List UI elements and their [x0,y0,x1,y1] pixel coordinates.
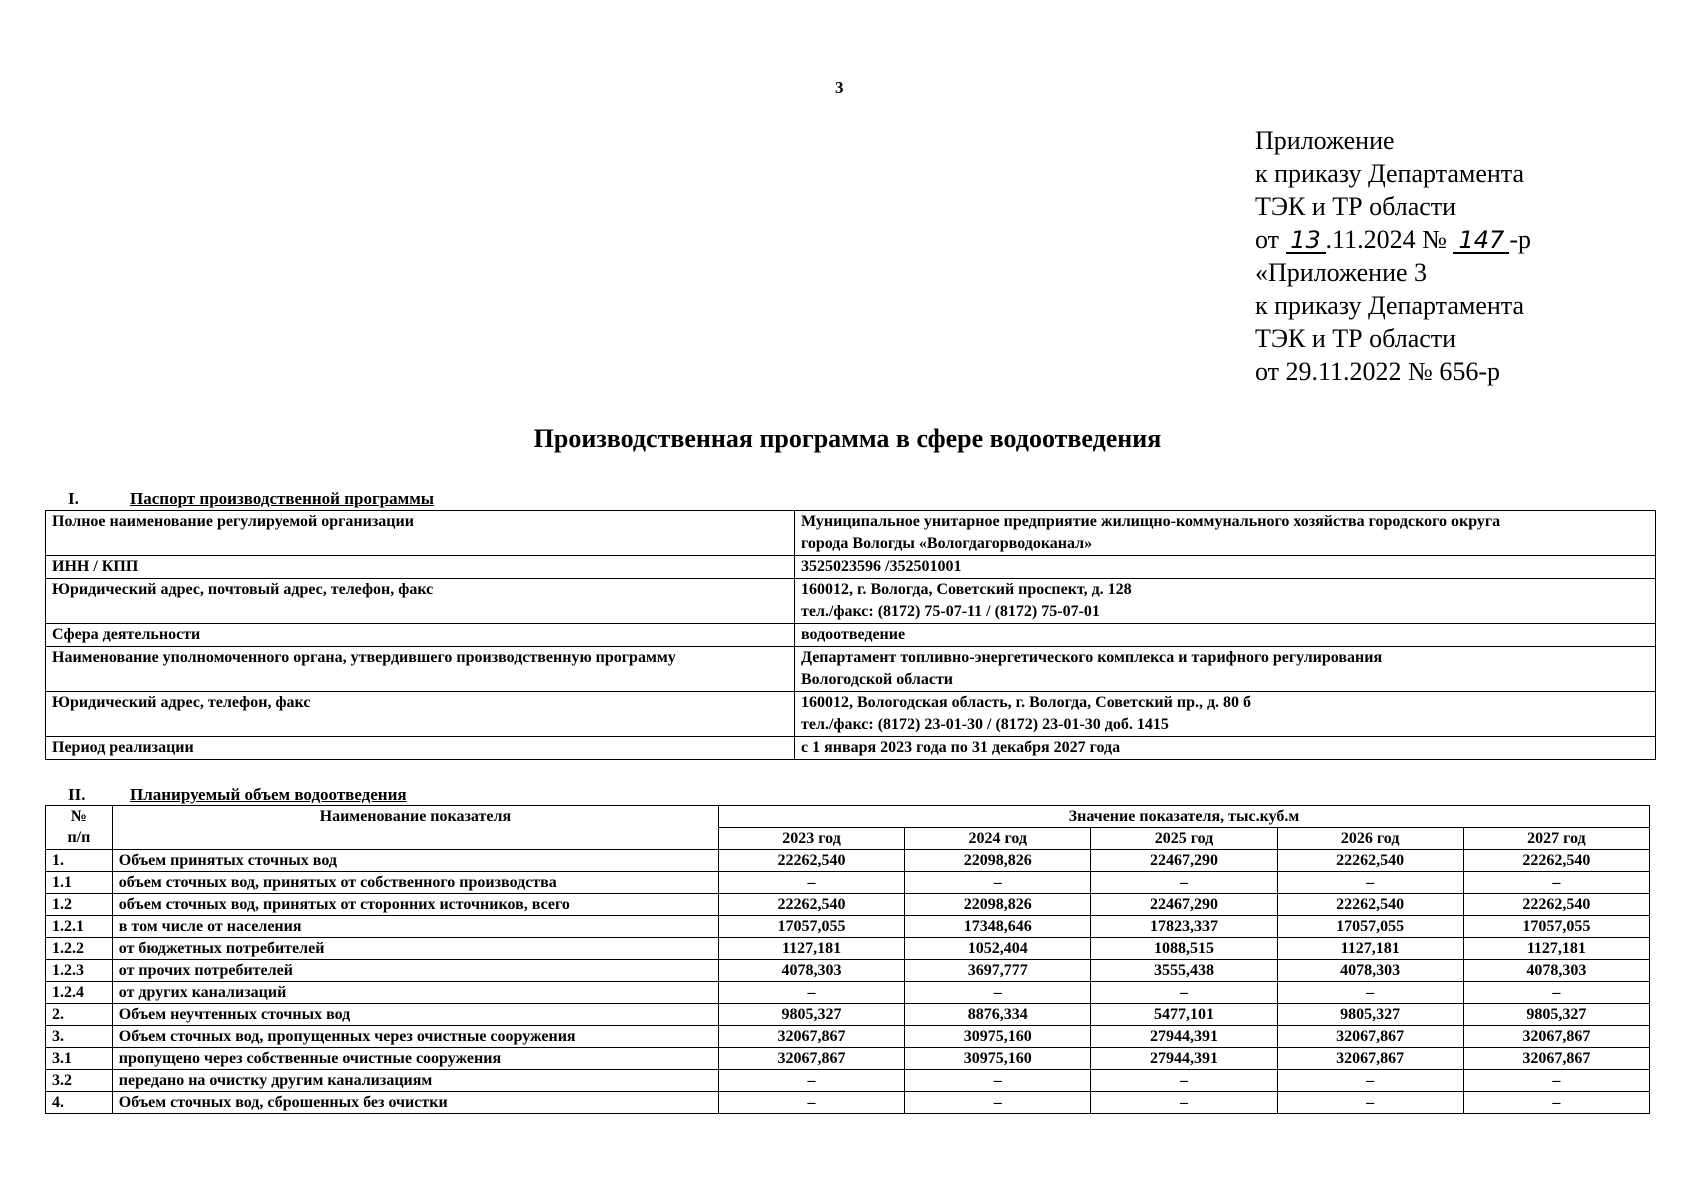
row-value: 27944,391 [1091,1048,1277,1070]
appendix-line-2: к приказу Департамента [1255,159,1525,188]
row-value: 1088,515 [1091,938,1277,960]
row-value: 22262,540 [1463,850,1649,872]
row-value: 9805,327 [718,1004,904,1026]
row-value: 30975,160 [905,1026,1091,1048]
header-indicator-value: Значение показателя, тыс.куб.м [718,806,1649,828]
row-value: 1127,181 [1463,938,1649,960]
section-2-heading [68,785,407,805]
row-indicator-name: от прочих потребителей [112,960,718,982]
page-number: 3 [835,78,844,97]
passport-row [46,737,1656,760]
appendix-line-7: ТЭК и ТР области [1255,324,1457,353]
passport-value-line-1: 3525023596 /352501001 [801,558,962,575]
row-value: 22262,540 [1277,894,1463,916]
row-value: 32067,867 [1463,1048,1649,1070]
table-row [46,1048,1650,1070]
table-row [46,982,1650,1004]
header-year: 2027 год [1463,828,1649,850]
row-value: 3697,777 [905,960,1091,982]
passport-row [46,511,1656,556]
row-value: 22098,826 [905,894,1091,916]
row-value: – [718,1092,904,1114]
appendix-block [1255,124,1531,388]
passport-row [46,692,1656,737]
row-value: – [905,1070,1091,1092]
section-2-title: Планируемый объем водоотведения [130,785,407,804]
row-value: 17057,055 [718,916,904,938]
passport-table [45,510,1656,760]
row-value: – [1277,982,1463,1004]
passport-label: Наименование уполномоченного органа, утвердившего производственную программу [46,647,795,692]
row-value: 22262,540 [718,894,904,916]
passport-value [795,692,1656,737]
header-number-line-2: п/п [67,829,91,846]
row-value: 22467,290 [1091,850,1277,872]
passport-value-line-2: города Вологды «Вологдагорводоканал» [801,535,1093,552]
volume-table [45,805,1650,1114]
row-indicator-name: от других канализаций [112,982,718,1004]
row-number: 2. [46,1004,113,1026]
row-number: 1.2.1 [46,916,113,938]
passport-value [795,511,1656,556]
row-value: – [1463,1070,1649,1092]
row-value: – [1463,1092,1649,1114]
passport-value [795,624,1656,647]
row-indicator-name: от бюджетных потребителей [112,938,718,960]
row-value: 9805,327 [1463,1004,1649,1026]
appendix-line-1: Приложение [1255,126,1395,155]
passport-value [795,647,1656,692]
header-number [46,806,113,850]
row-number: 1.1 [46,872,113,894]
appendix-line-3: ТЭК и ТР области [1255,192,1457,221]
row-indicator-name: Объем сточных вод, сброшенных без очистки [112,1092,718,1114]
passport-label: Сфера деятельности [46,624,795,647]
section-1-number: I. [68,489,79,508]
passport-value [795,579,1656,624]
row-value: 22262,540 [1277,850,1463,872]
row-value: 32067,867 [1277,1048,1463,1070]
row-value: 9805,327 [1277,1004,1463,1026]
header-year: 2025 год [1091,828,1277,850]
section-2-number: II. [68,785,86,804]
row-value: 3555,438 [1091,960,1277,982]
table-row [46,1004,1650,1026]
row-value: 30975,160 [905,1048,1091,1070]
row-value: 32067,867 [1277,1026,1463,1048]
row-value: 4078,303 [1277,960,1463,982]
row-value: 8876,334 [905,1004,1091,1026]
row-value: 22467,290 [1091,894,1277,916]
table-row [46,1070,1650,1092]
passport-value-line-1: 160012, г. Вологда, Советский проспект, д. 128 [801,581,1132,598]
row-value: 32067,867 [1463,1026,1649,1048]
passport-value-line-1: 160012, Вологодская область, г. Вологда, Советский пр., д. 80 б [801,694,1252,711]
table-row [46,1092,1650,1114]
row-value: 1127,181 [718,938,904,960]
passport-value-line-2: тел./факс: (8172) 23-01-30 / (8172) 23-01-30 доб. 1415 [801,716,1169,733]
row-value: 1052,404 [905,938,1091,960]
appendix-date-prefix: от [1255,225,1280,254]
row-value: – [1277,872,1463,894]
table-row [46,938,1650,960]
appendix-line-8: от 29.11.2022 № 656-р [1255,357,1501,386]
row-indicator-name: объем сточных вод, принятых от собственного производства [112,872,718,894]
appendix-number-suffix: -р [1509,225,1532,254]
passport-row [46,579,1656,624]
row-indicator-name: пропущено через собственные очистные сооружения [112,1048,718,1070]
row-number: 3.2 [46,1070,113,1092]
row-value: 1127,181 [1277,938,1463,960]
row-value: – [1091,1070,1277,1092]
row-value: – [1277,1092,1463,1114]
appendix-date: .11.2024 № [1325,225,1447,254]
header-indicator-name: Наименование показателя [112,806,718,850]
row-number: 1. [46,850,113,872]
table-row [46,872,1650,894]
row-value: 17057,055 [1463,916,1649,938]
row-value: 22262,540 [1463,894,1649,916]
row-number: 3. [46,1026,113,1048]
appendix-line-4 [1255,223,1531,256]
row-value: – [1463,982,1649,1004]
row-value: 32067,867 [718,1026,904,1048]
passport-value-line-1: Департамент топливно-энергетического комплекса и тарифного регулирования [801,649,1383,666]
row-number: 1.2.4 [46,982,113,1004]
appendix-line-5: «Приложение 3 [1255,258,1428,287]
section-1-heading [68,489,434,509]
row-value: 22262,540 [718,850,904,872]
row-value: 27944,391 [1091,1026,1277,1048]
passport-value [795,737,1656,760]
handwritten-day: 13 [1286,228,1326,254]
table-row [46,850,1650,872]
appendix-line-6: к приказу Департамента [1255,291,1525,320]
row-number: 1.2.3 [46,960,113,982]
header-year: 2023 год [718,828,904,850]
header-number-line-1: № [70,808,87,825]
row-number: 1.2 [46,894,113,916]
row-value: 22098,826 [905,850,1091,872]
row-value: 32067,867 [718,1048,904,1070]
row-number: 4. [46,1092,113,1114]
row-indicator-name: Объем неучтенных сточных вод [112,1004,718,1026]
row-value: 4078,303 [718,960,904,982]
section-1-title: Паспорт производственной программы [130,489,435,508]
handwritten-order-number: 147 [1453,228,1509,254]
passport-row [46,624,1656,647]
row-value: 17057,055 [1277,916,1463,938]
row-value: – [905,872,1091,894]
passport-row [46,556,1656,579]
table-row [46,916,1650,938]
passport-value-line-1: водоотведение [801,626,906,643]
table-row [46,894,1650,916]
table-row [46,960,1650,982]
row-value: – [1091,982,1277,1004]
row-indicator-name: Объем принятых сточных вод [112,850,718,872]
volume-header-row-1 [46,806,1650,828]
row-value: 4078,303 [1463,960,1649,982]
row-value: – [1091,872,1277,894]
row-value: – [718,872,904,894]
passport-label: Период реализации [46,737,795,760]
passport-label: Юридический адрес, почтовый адрес, телефон, факс [46,579,795,624]
row-value: – [718,1070,904,1092]
row-value: – [905,982,1091,1004]
row-value: 17823,337 [1091,916,1277,938]
passport-value-line-1: с 1 января 2023 года по 31 декабря 2027 года [801,739,1121,756]
passport-row [46,647,1656,692]
passport-value [795,556,1656,579]
passport-value-line-2: Вологодской области [801,671,954,688]
row-value: – [905,1092,1091,1114]
row-number: 3.1 [46,1048,113,1070]
row-value: 5477,101 [1091,1004,1277,1026]
header-year: 2024 год [905,828,1091,850]
row-indicator-name: объем сточных вод, принятых от сторонних источников, всего [112,894,718,916]
passport-value-line-1: Муниципальное унитарное предприятие жилищно-коммунального хозяйства городского округа [801,513,1501,530]
row-value: – [1463,872,1649,894]
row-value: – [1091,1092,1277,1114]
header-year: 2026 год [1277,828,1463,850]
row-indicator-name: Объем сточных вод, пропущенных через очистные сооружения [112,1026,718,1048]
passport-value-line-2: тел./факс: (8172) 75-07-11 / (8172) 75-07-01 [801,603,1100,620]
row-value: – [1277,1070,1463,1092]
passport-label: Полное наименование регулируемой организации [46,511,795,556]
row-indicator-name: в том числе от населения [112,916,718,938]
passport-label: ИНН / КПП [46,556,795,579]
row-indicator-name: передано на очистку другим канализациям [112,1070,718,1092]
document-title: Производственная программа в сфере водоотведения [533,424,1162,453]
row-number: 1.2.2 [46,938,113,960]
passport-label: Юридический адрес, телефон, факс [46,692,795,737]
table-row [46,1026,1650,1048]
row-value: 17348,646 [905,916,1091,938]
row-value: – [718,982,904,1004]
